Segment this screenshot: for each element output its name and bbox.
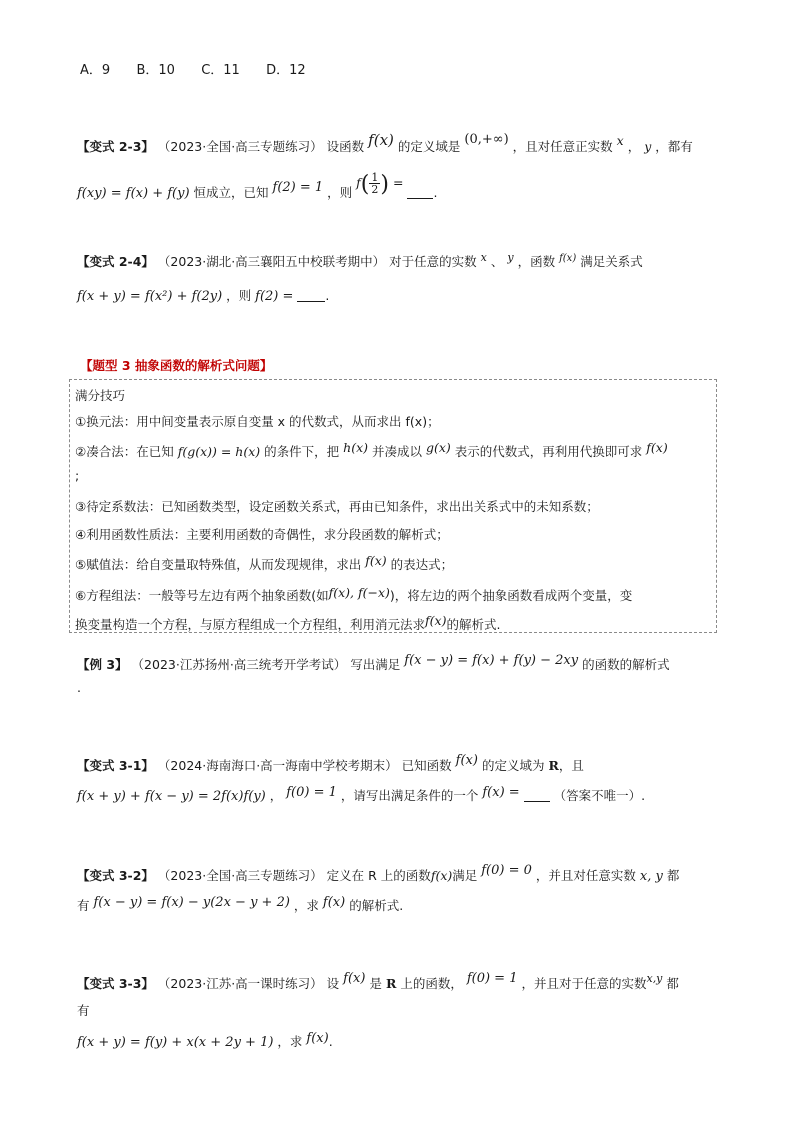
source: （2023·江苏扬州·高三统考开学考试） [131, 657, 347, 672]
variant-3-1-line2 [77, 785, 645, 804]
text: 上的函数， [400, 976, 463, 991]
math-cond: f(0) = 1 [286, 785, 337, 800]
tip-6 [75, 585, 632, 604]
text: （答案不唯一） [553, 788, 642, 803]
math-fx-fnegx: f(x), f(−x) [328, 585, 390, 600]
math-ask: f(2) = [255, 289, 294, 304]
choice-c: C．11 [201, 63, 240, 78]
text: 都 [666, 976, 679, 991]
text: )，将左边的两个抽象函数看成两个变量，变 [389, 588, 633, 603]
math-equation: f(x + y) = f(y) + x(x + 2y + 1) [77, 1035, 274, 1050]
math-cond: f(0) = 1 [466, 971, 518, 986]
math-fx: f(x) [430, 868, 453, 883]
text: 满足关系式 [580, 254, 643, 269]
math-vars: x,y [646, 972, 663, 985]
variant-3-3-line3 [77, 1031, 333, 1050]
text: ，则 [327, 185, 353, 200]
math-hx: h(x) [343, 440, 369, 455]
tip-4: ④利用函数性质法：主要利用函数的奇偶性，求分段函数的解析式； [75, 527, 449, 542]
math-equation: f(x − y) = f(x) + f(y) − 2xy [404, 653, 579, 668]
example-3-period: . [77, 680, 81, 695]
text: ，且对任意正实数 [512, 139, 613, 154]
example-tag: 【例 3】 [77, 657, 128, 672]
text: 并凑成以 [372, 444, 423, 459]
math-fx: f(x) [365, 553, 387, 568]
text: 、 [490, 254, 504, 269]
text: ，求 [277, 1034, 303, 1049]
text: ， [269, 788, 283, 803]
text: 写出满足 [350, 657, 401, 672]
math-domain: (0,+∞) [464, 132, 509, 147]
var-x: x [616, 133, 624, 148]
text: ，并且对任意实数 [535, 868, 636, 883]
text: 设 [326, 976, 340, 991]
math-f-half: f( $\frac{1}{2}$ ) = [356, 171, 404, 197]
tip-3: ③待定系数法：已知函数类型，设定函数关系式，再由已知条件，求出出关系式中的未知系数； [75, 499, 599, 514]
text: 都 [666, 868, 680, 883]
source: （2023·江苏·高一课时练习） [157, 976, 323, 991]
variant-tag: 【变式 3-2】 [77, 868, 154, 883]
math-equation: f(xy) = f(x) + f(y) [77, 186, 190, 201]
variant-tag: 【变式 2-4】 [77, 254, 154, 269]
text: ，并且对于任意的实数 [521, 976, 647, 991]
text: . [328, 1034, 333, 1049]
text: ，求 [293, 898, 319, 913]
math-equation: f(x + y) + f(x − y) = 2f(x)f(y) [77, 789, 266, 804]
math-fx: f(x) [559, 253, 577, 264]
text: ，且 [558, 758, 584, 773]
answer-blank[interactable] [297, 288, 325, 302]
variant-3-1-line1 [77, 753, 584, 774]
text: ，函数 [517, 254, 556, 269]
choice-d: D．12 [266, 63, 306, 78]
text: ⑤赋值法：给自变量取特殊值，从而发现规律，求出 [75, 557, 362, 572]
math-ask: f(x) = [482, 785, 520, 800]
text: ，都有 [655, 139, 693, 154]
math-vars: x, y [639, 869, 663, 884]
tip-2 [75, 440, 668, 460]
section-title: 【题型 3 抽象函数的解析式问题】 [80, 358, 273, 373]
variant-2-4-line1 [77, 251, 643, 270]
text: 对于任意的实数 [389, 254, 477, 269]
variant-3-3-line1 [77, 971, 679, 992]
tip-2-semicolon: ; [75, 468, 80, 483]
text: 的定义域是 [397, 139, 461, 154]
var-y: y [644, 139, 652, 154]
variant-tag: 【变式 3-3】 [77, 976, 154, 991]
variant-2-3-line2 [77, 172, 437, 201]
source: （2023·湖北·高三襄阳五中校联考期中） [157, 254, 386, 269]
tip-5 [75, 553, 453, 573]
text: 的定义域为 [481, 758, 545, 773]
math-equation: f(x − y) = f(x) − y(2x − y + 2) [93, 895, 290, 910]
text: ⑥方程组法：一般等号左边有两个抽象函数(如 [75, 588, 329, 603]
variant-2-3-line1 [77, 131, 693, 155]
text: ②凑合法：在已知 [75, 444, 174, 459]
text: 是 [369, 976, 382, 991]
math-fx: f(x) [306, 1031, 329, 1046]
answer-blank[interactable] [407, 185, 433, 199]
text: 恒成立，已知 [193, 185, 269, 200]
text: ，请写出满足条件的一个 [340, 788, 479, 803]
text: 的条件下，把 [264, 444, 340, 459]
math-fx: f(x) [646, 440, 668, 455]
text: 设函数 [326, 139, 365, 154]
text: ， [627, 139, 641, 154]
choice-a: A．9 [80, 63, 111, 78]
text: 的函数的解析式 [582, 657, 670, 672]
variant-3-2-line2 [77, 895, 403, 914]
math-equation: f(x + y) = f(x²) + f(2y) [77, 289, 223, 304]
math-fx: f(x) [322, 895, 346, 910]
text: 的表达式； [390, 557, 454, 572]
variant-tag: 【变式 2-3】 [77, 139, 154, 154]
variant-3-3-line2: 有 [77, 1003, 90, 1018]
set-R: R [548, 758, 559, 773]
source: （2024·海南海口·高一海南中学校考期末） [157, 758, 398, 773]
math-fx: f(x) [343, 971, 366, 986]
variant-tag: 【变式 3-1】 [77, 758, 154, 773]
source: （2023·全国·高三专题练习） [157, 139, 323, 154]
math-fx: f(x) [425, 613, 447, 628]
math-cond: f(0) = 0 [481, 863, 532, 878]
text: 表示的代数式，再利用代换即可求 [454, 444, 643, 459]
source: （2023·全国·高三专题练习） [157, 868, 323, 883]
var-y: y [507, 251, 514, 264]
text: 的解析式. [349, 898, 404, 913]
text: 有 [77, 898, 90, 913]
math-fgx: f(g(x)) = h(x) [177, 444, 261, 459]
text: 的解析式. [446, 617, 501, 632]
text: 定义在 R 上的函数 [326, 868, 431, 883]
tip-7 [75, 613, 500, 633]
text: ，则 [226, 288, 252, 303]
math-fx: f(x) [455, 753, 478, 768]
tip-1: ①换元法：用中间变量表示原自变量 x 的代数式，从而求出 f(x)； [75, 414, 440, 429]
text: . [325, 288, 330, 303]
math-fx: f(x) [368, 131, 394, 149]
set-R: R [385, 976, 397, 991]
text: . [641, 788, 646, 803]
tips-title: 满分技巧 [75, 388, 126, 403]
var-x: x [480, 251, 487, 264]
math-gx: g(x) [426, 440, 451, 455]
text: 已知函数 [401, 758, 452, 773]
example-3 [77, 653, 670, 673]
math-given: f(2) = 1 [272, 180, 324, 195]
text: 换变量构造一个方程，与原方程组成一个方程组，利用消元法求 [75, 617, 426, 632]
variant-2-4-line2 [77, 286, 329, 304]
text: . [433, 185, 438, 200]
answer-blank[interactable] [524, 788, 550, 802]
variant-3-2-line1 [77, 863, 679, 884]
text: 满足 [452, 868, 478, 883]
choices-row [80, 59, 306, 78]
choice-b: B．10 [136, 63, 175, 78]
